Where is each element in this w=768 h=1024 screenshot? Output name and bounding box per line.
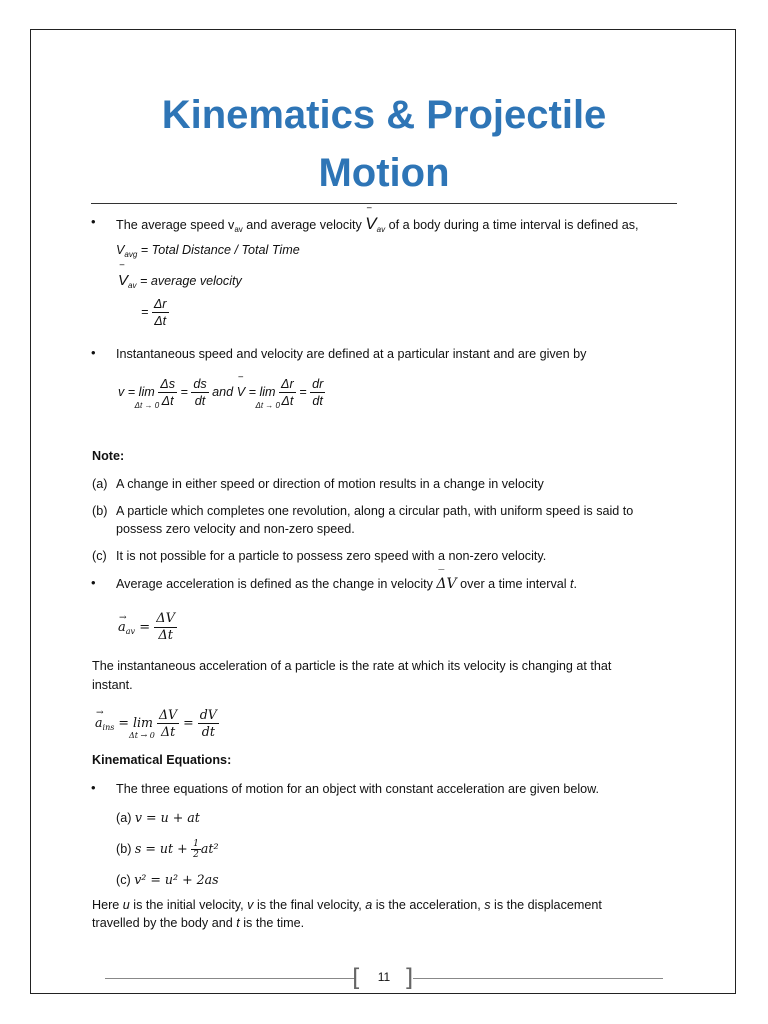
equals: =	[180, 384, 188, 399]
limit	[255, 384, 280, 410]
label: (a)	[116, 811, 132, 825]
subscript: av	[125, 627, 136, 636]
instantaneous-equation	[118, 376, 325, 409]
limit-subscript: Δt → 0	[255, 400, 280, 410]
v-equals: v =	[118, 384, 136, 399]
note-a-text: A change in either speed or direction of motion results in a change in velocity	[116, 477, 544, 491]
avg-velocity-definition	[118, 272, 242, 294]
instantaneous-paragraph: Instantaneous speed and velocity are defined at a particular instant and are given by	[116, 347, 587, 361]
fraction	[158, 376, 177, 409]
fraction-half	[191, 839, 201, 860]
bullet-3: •	[91, 575, 96, 590]
inst-acceleration-equation	[95, 707, 219, 740]
denominator: Δt	[160, 724, 176, 739]
a-symbol: → a	[95, 714, 103, 731]
label: (b)	[116, 841, 132, 856]
denominator: Δt	[281, 394, 294, 408]
equation-b	[116, 839, 219, 860]
denominator: Δt	[154, 314, 167, 328]
period: .	[573, 577, 578, 591]
delta-v-symbol: ‾ ΔV	[436, 576, 456, 593]
denominator: Δt	[161, 394, 174, 408]
limit-subscript: Δt → 0	[134, 400, 160, 410]
bullet-4: •	[91, 780, 96, 795]
inst-acceleration-line-2: instant.	[92, 678, 133, 692]
lim: lim	[259, 384, 276, 399]
subscript: av	[376, 225, 386, 234]
text: = Total Distance / Total Time	[137, 243, 300, 257]
text: Average acceleration is defined as the change in velocity	[116, 577, 437, 591]
title-line-1: Kinematics & Projectile	[161, 93, 607, 137]
equation: v² = u² + 2as	[134, 872, 219, 887]
numerator: Δs	[160, 377, 175, 391]
numerator: Δr	[281, 377, 294, 391]
bullet-2: •	[91, 345, 96, 360]
page-title	[0, 86, 768, 202]
numerator: dV	[199, 707, 217, 722]
text: is the displacement	[490, 898, 602, 912]
numerator: dr	[312, 377, 324, 391]
lim: lim	[138, 384, 155, 399]
avg-acceleration-equation	[118, 611, 177, 644]
note-heading: Note:	[92, 449, 125, 463]
symbol: s	[484, 898, 491, 912]
limit	[128, 714, 155, 740]
equals: =	[299, 384, 307, 399]
denominator: dt	[312, 394, 323, 408]
avg-acceleration-paragraph	[116, 576, 577, 593]
symbol: u	[122, 898, 130, 912]
variables-line-1	[92, 897, 602, 914]
text: Here	[92, 898, 123, 912]
numerator: 1	[193, 839, 199, 849]
text: is the time.	[239, 916, 305, 930]
denominator: dt	[194, 394, 206, 408]
fraction	[157, 707, 179, 740]
t-symbol: t	[570, 577, 574, 591]
note-a-label: (a)	[92, 477, 108, 491]
note-b-text-2: possess zero velocity and non-zero speed.	[116, 522, 355, 536]
symbol: a	[365, 898, 373, 912]
avg-speed-paragraph	[116, 215, 639, 238]
avg-velocity-fraction	[141, 296, 169, 329]
text: and average velocity	[242, 218, 366, 232]
fraction	[310, 376, 325, 409]
note-c-text: It is not possible for a particle to possess zero speed with a non-zero velocity.	[116, 549, 547, 563]
symbol: v	[247, 898, 254, 912]
vavg-definition	[116, 242, 300, 263]
fraction	[279, 376, 296, 409]
page-number: 11	[377, 970, 391, 984]
symbol: V	[116, 243, 125, 257]
symbol: t	[236, 916, 240, 930]
fraction	[198, 707, 219, 740]
equals: =	[139, 620, 151, 635]
text: of a body during a time interval is defined as,	[385, 218, 639, 232]
text: is the initial velocity,	[129, 898, 248, 912]
numerator: ΔV	[156, 611, 176, 626]
equation: v = u + at	[134, 810, 200, 825]
text: = average velocity	[136, 274, 242, 288]
equals: =	[141, 304, 149, 319]
denominator: Δt	[158, 628, 173, 643]
limit	[134, 384, 160, 410]
subscript: avg	[124, 250, 138, 259]
title-rule	[91, 203, 677, 204]
note-b-label: (b)	[92, 504, 108, 518]
text: is the final velocity,	[253, 898, 366, 912]
note-c-label: (c)	[92, 549, 107, 563]
fraction	[152, 296, 169, 329]
label: (c)	[116, 873, 131, 887]
equals: =	[183, 715, 194, 730]
fraction	[154, 611, 177, 644]
equation-a	[116, 809, 200, 827]
bullet-1: •	[91, 214, 96, 229]
title-line-2: Motion	[318, 151, 450, 195]
numerator: ds	[193, 377, 207, 391]
equals: =	[248, 384, 256, 399]
variables-line-2	[92, 915, 304, 932]
denominator: dt	[201, 724, 215, 739]
subscript: ins	[102, 723, 115, 732]
symbol: ‾ V	[118, 272, 128, 289]
kinematical-intro: The three equations of motion for an object with constant acceleration are given below.	[116, 782, 600, 796]
subscript: av	[234, 225, 243, 234]
footer-bracket-right: ]	[404, 964, 414, 992]
numerator: Δr	[153, 297, 167, 311]
equation-rhs: at²	[200, 840, 219, 856]
equals: =	[118, 715, 129, 730]
fraction	[191, 376, 208, 409]
kinematical-heading: Kinematical Equations:	[92, 753, 232, 767]
text: The average speed v	[116, 218, 235, 232]
inst-acceleration-line-1: The instantaneous acceleration of a particle is the rate at which its velocity is changing at that	[92, 659, 612, 673]
lim: lim	[132, 715, 153, 730]
limit-subscript: Δt → 0	[128, 731, 155, 740]
text: over a time interval	[456, 577, 571, 591]
a-symbol: → a	[118, 619, 126, 636]
footer-bracket-left: [	[352, 964, 362, 992]
text: is the acceleration,	[372, 898, 485, 912]
symbol: ‾ V	[237, 384, 245, 401]
note-b-text-1: A particle which completes one revolution, along a circular path, with uniform speed is said to	[116, 504, 634, 518]
text: travelled by the body and	[92, 916, 237, 930]
velocity-symbol: ‾ V	[365, 215, 376, 232]
equation-lhs: s = ut +	[134, 840, 188, 856]
equation-c	[116, 871, 219, 889]
numerator: ΔV	[158, 707, 178, 722]
denominator: 2	[193, 850, 199, 860]
and-text: and	[212, 384, 234, 399]
subscript: av	[128, 281, 137, 290]
